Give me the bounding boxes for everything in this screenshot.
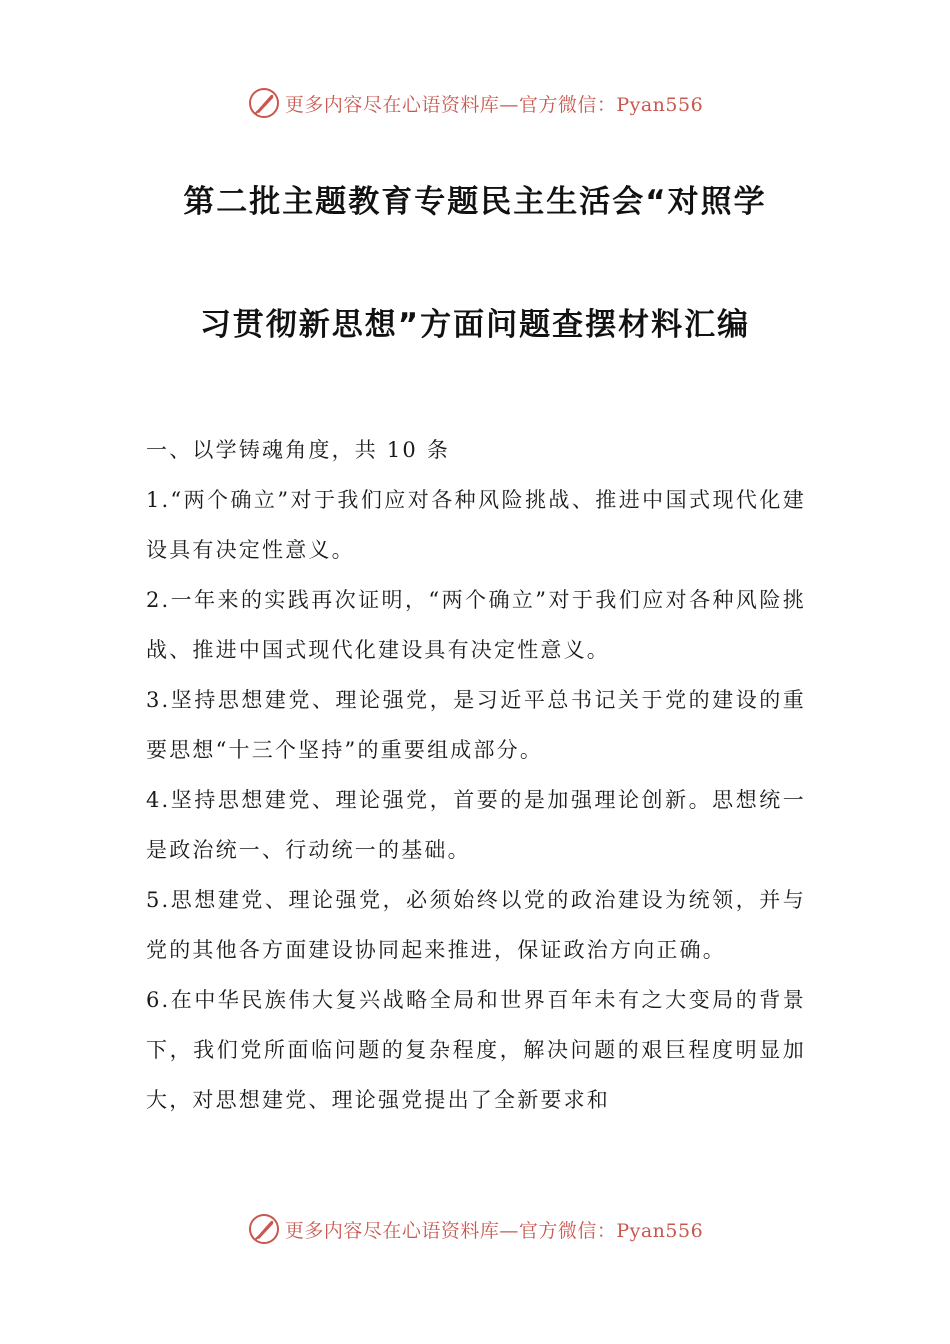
footer-banner-text: 更多内容尽在心语资料库—官方微信：Pyan556 <box>284 1219 704 1242</box>
header-banner-text: 更多内容尽在心语资料库—官方微信：Pyan556 <box>284 93 704 116</box>
quill-logo-icon <box>247 1212 281 1246</box>
list-item: 3.坚持思想建党、理论强党，是习近平总书记关于党的建设的重要思想“十三个坚持”的重要组成部分。 <box>146 688 806 762</box>
document-title-line-2: 习贯彻新思想”方面问题查摆材料汇编 <box>199 307 751 343</box>
header-watermark-banner <box>0 83 950 123</box>
document-title-line-1: 第二批主题教育专题民主生活会“对照学 <box>183 184 767 220</box>
list-item: 1.“两个确立”对于我们应对各种风险挑战、推进中国式现代化建设具有决定性意义。 <box>146 488 806 562</box>
document-body <box>146 425 806 1125</box>
section-heading: 一、以学铸魂角度，共 10 条 <box>146 438 451 462</box>
list-item: 2.一年来的实践再次证明，“两个确立”对于我们应对各种风险挑战、推进中国式现代化建设具有决定性意义。 <box>146 588 806 662</box>
list-item: 6.在中华民族伟大复兴战略全局和世界百年未有之大变局的背景下，我们党所面临问题的复杂程度，解决问题的艰巨程度明显加大，对思想建党、理论强党提出了全新要求和 <box>146 988 806 1112</box>
quill-logo-icon <box>247 86 281 120</box>
list-item: 4.坚持思想建党、理论强党，首要的是加强理论创新。思想统一是政治统一、行动统一的基础。 <box>146 788 806 862</box>
list-item: 5.思想建党、理论强党，必须始终以党的政治建设为统领，并与党的其他各方面建设协同起来推进，保证政治方向正确。 <box>146 888 806 962</box>
footer-watermark-banner <box>0 1209 950 1249</box>
